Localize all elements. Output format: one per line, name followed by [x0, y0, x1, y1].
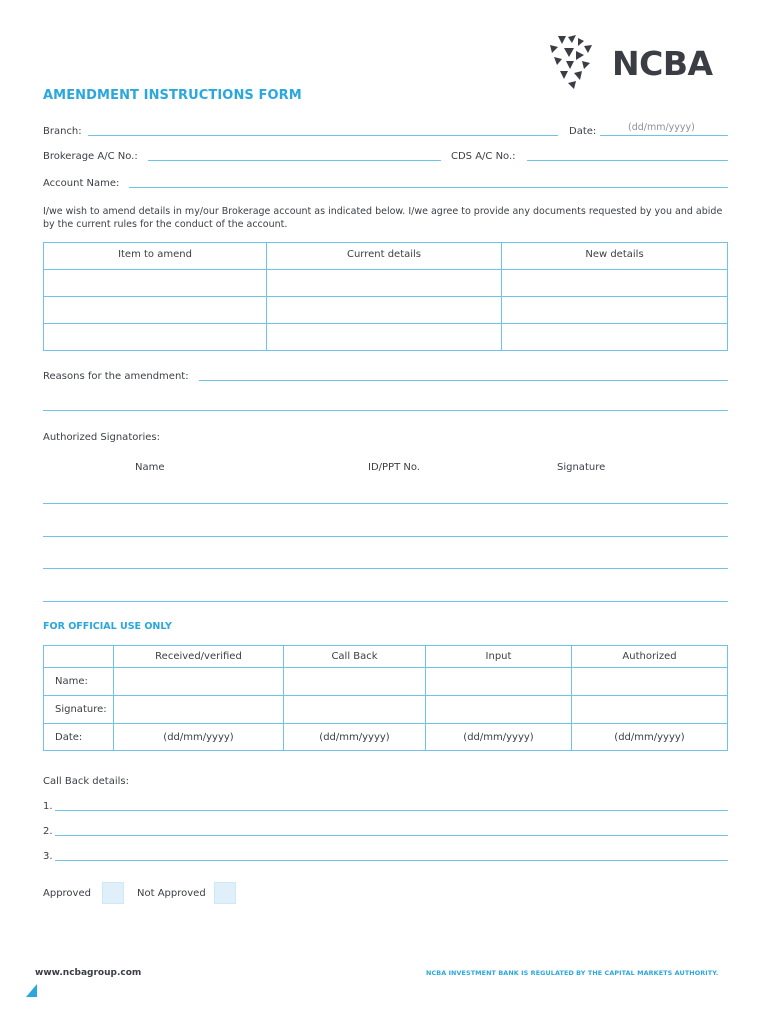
table-cell[interactable] — [44, 297, 267, 324]
signatories-label: Authorized Signatories: — [43, 432, 160, 443]
table-cell[interactable] — [44, 270, 267, 297]
row-label-signature: Signature: — [44, 696, 114, 724]
date-placeholder[interactable]: (dd/mm/yyyy) — [572, 724, 728, 751]
account-name-field[interactable] — [129, 187, 728, 188]
cds-label: CDS A/C No.: — [451, 151, 516, 162]
form-title: AMENDMENT INSTRUCTIONS FORM — [43, 88, 302, 103]
row-label-name: Name: — [44, 668, 114, 696]
table-cell[interactable] — [114, 696, 284, 724]
date-placeholder[interactable]: (dd/mm/yyyy) — [284, 724, 426, 751]
callback-line[interactable] — [55, 835, 728, 836]
table-cell[interactable] — [502, 297, 728, 324]
header-call-back: Call Back — [284, 646, 426, 668]
table-cell[interactable] — [44, 324, 267, 351]
header-authorized: Authorized — [572, 646, 728, 668]
table-cell[interactable] — [267, 270, 502, 297]
reasons-field[interactable] — [199, 380, 728, 381]
ncba-logo — [546, 33, 736, 93]
signatory-line[interactable] — [43, 601, 728, 602]
date-placeholder: (dd/mm/yyyy) — [628, 122, 695, 133]
callback-item-number: 2. — [43, 826, 53, 837]
amendment-table — [43, 242, 728, 351]
footer-url[interactable]: www.ncbagroup.com — [35, 968, 142, 978]
table-header-row — [44, 646, 728, 668]
date-placeholder[interactable]: (dd/mm/yyyy) — [426, 724, 572, 751]
signatory-header-signature: Signature — [557, 462, 606, 473]
signatory-header-id: ID/PPT No. — [368, 462, 420, 473]
table-cell[interactable] — [572, 696, 728, 724]
table-cell[interactable] — [284, 668, 426, 696]
approved-checkbox[interactable] — [102, 882, 124, 904]
callback-line[interactable] — [55, 860, 728, 861]
table-row — [44, 297, 728, 324]
date-field[interactable] — [600, 135, 728, 136]
header-input: Input — [426, 646, 572, 668]
cds-field[interactable] — [527, 160, 728, 161]
signatory-line[interactable] — [43, 503, 728, 504]
table-cell[interactable] — [284, 696, 426, 724]
branch-field[interactable] — [88, 135, 558, 136]
reasons-field-2[interactable] — [43, 410, 728, 411]
table-row — [44, 724, 728, 751]
reasons-label: Reasons for the amendment: — [43, 371, 189, 382]
header-current-details: Current details — [267, 243, 502, 270]
table-cell[interactable] — [502, 270, 728, 297]
declaration-text: I/we wish to amend details in my/our Brokerage account as indicated below. I/we agree to provide any documents requested by you and abide by the current rules for the conduct of the account. — [43, 206, 723, 230]
callback-item-number: 1. — [43, 801, 53, 812]
table-row — [44, 324, 728, 351]
table-cell[interactable] — [426, 696, 572, 724]
table-cell — [44, 646, 114, 668]
table-header-row — [44, 243, 728, 270]
row-label-date: Date: — [44, 724, 114, 751]
header-received-verified: Received/verified — [114, 646, 284, 668]
official-use-heading: FOR OFFICIAL USE ONLY — [43, 621, 172, 632]
header-item-to-amend: Item to amend — [44, 243, 267, 270]
table-row — [44, 270, 728, 297]
not-approved-label: Not Approved — [137, 888, 206, 899]
branch-label: Branch: — [43, 126, 82, 137]
signatory-line[interactable] — [43, 536, 728, 537]
corner-triangle-icon — [26, 984, 38, 998]
ncba-logo-mark-icon — [546, 33, 606, 93]
callback-item-number: 3. — [43, 851, 53, 862]
approved-label: Approved — [43, 888, 91, 899]
table-cell[interactable] — [572, 668, 728, 696]
table-cell[interactable] — [267, 297, 502, 324]
date-placeholder[interactable]: (dd/mm/yyyy) — [114, 724, 284, 751]
brand-name: NCBA — [612, 44, 713, 83]
table-cell[interactable] — [502, 324, 728, 351]
not-approved-checkbox[interactable] — [214, 882, 236, 904]
header-new-details: New details — [502, 243, 728, 270]
brokerage-field[interactable] — [148, 160, 441, 161]
brokerage-label: Brokerage A/C No.: — [43, 151, 138, 162]
table-row — [44, 696, 728, 724]
official-use-table — [43, 645, 728, 751]
date-label: Date: — [569, 126, 597, 137]
table-cell[interactable] — [426, 668, 572, 696]
callback-line[interactable] — [55, 810, 728, 811]
callback-label: Call Back details: — [43, 776, 129, 787]
account-name-label: Account Name: — [43, 178, 120, 189]
table-cell[interactable] — [267, 324, 502, 351]
signatory-header-name: Name — [135, 462, 165, 473]
footer-regulation-note: NCBA INVESTMENT BANK IS REGULATED BY THE CAPITAL MARKETS AUTHORITY. — [426, 969, 719, 977]
table-row — [44, 668, 728, 696]
signatory-line[interactable] — [43, 568, 728, 569]
table-cell[interactable] — [114, 668, 284, 696]
